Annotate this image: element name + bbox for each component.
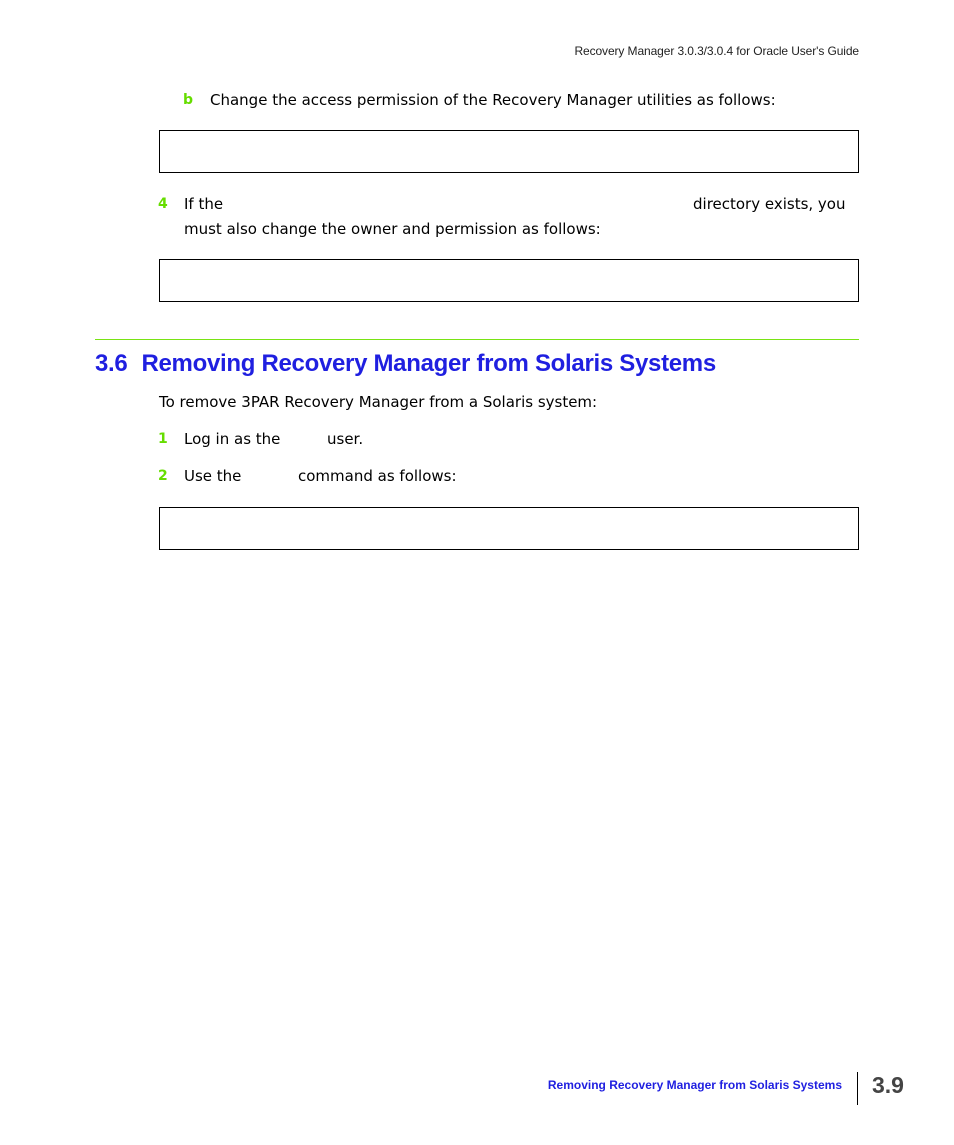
step-b-text: Change the access permission of the Recovery Manager utilities as follows:	[210, 91, 776, 109]
step-4-line2: must also change the owner and permission as follows:	[184, 220, 601, 238]
running-header: Recovery Manager 3.0.3/3.0.4 for Oracle User's Guide	[574, 44, 859, 58]
footer-divider	[857, 1072, 858, 1105]
code-block-pkgrm	[159, 507, 859, 550]
page-number: 3.9	[872, 1072, 904, 1098]
step-marker-4: 4	[158, 196, 168, 212]
step-4-text-end: directory exists, you	[693, 195, 846, 213]
step-1-text-start: Log in as the	[184, 430, 281, 448]
step-4-text-start: If the	[184, 195, 224, 213]
step-2-text-end: command as follows:	[298, 467, 457, 485]
step-marker-2: 2	[158, 468, 168, 484]
section-divider	[95, 339, 859, 340]
step-marker-1: 1	[158, 431, 168, 447]
section-number: 3.6	[95, 350, 128, 377]
code-block-owner-permission	[159, 259, 859, 302]
footer-section-title: Removing Recovery Manager from Solaris Systems	[547, 1078, 842, 1092]
step-marker-b: b	[183, 92, 194, 108]
section-title: Removing Recovery Manager from Solaris Systems	[141, 350, 716, 377]
step-2-text-start: Use the	[184, 467, 242, 485]
section-heading	[95, 350, 716, 378]
step-1-text-end: user.	[327, 430, 364, 448]
code-block-chmod	[159, 130, 859, 173]
section-intro: To remove 3PAR Recovery Manager from a Solaris system:	[159, 393, 598, 411]
